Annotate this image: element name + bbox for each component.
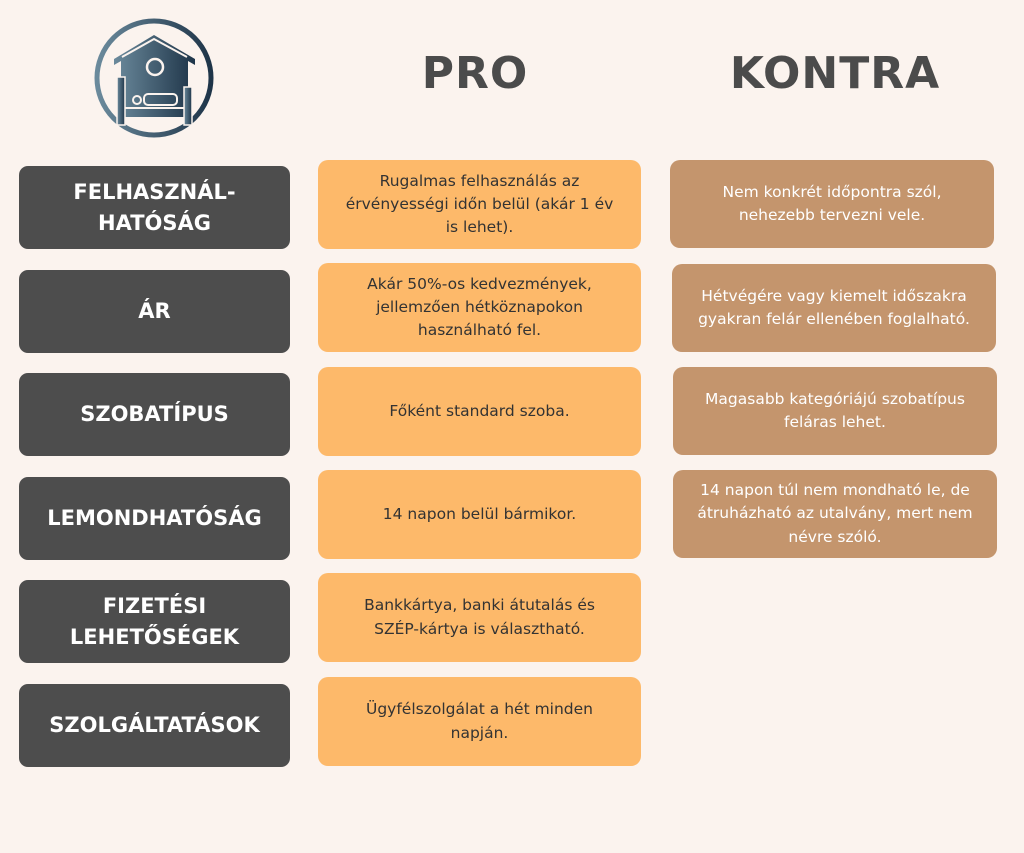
- kontra-price: Hétvégére vagy kiemelt időszakra gyakran felár ellenében foglalható.: [672, 264, 996, 352]
- kontra-header: KONTRA: [729, 48, 941, 99]
- category-usability: FELHASZNÁL- HATÓSÁG: [19, 166, 290, 249]
- category-cancellation: LEMONDHATÓSÁG: [19, 477, 290, 560]
- category-price: ÁR: [19, 270, 290, 353]
- kontra-usability: Nem konkrét időpontra szól, nehezebb tervezni vele.: [670, 160, 994, 248]
- hotel-room-icon: [92, 17, 217, 139]
- kontra-room-type: Magasabb kategóriájú szobatípus feláras lehet.: [673, 367, 997, 455]
- pro-cancellation: 14 napon belül bármikor.: [318, 470, 641, 559]
- pro-header: PRO: [421, 48, 529, 99]
- category-payment: FIZETÉSI LEHETŐSÉGEK: [19, 580, 290, 663]
- pro-payment: Bankkártya, banki átutalás és SZÉP-kártya is választható.: [318, 573, 641, 662]
- pro-services: Ügyfélszolgálat a hét minden napján.: [318, 677, 641, 766]
- kontra-cancellation: 14 napon túl nem mondható le, de átruházható az utalvány, mert nem névre szóló.: [673, 470, 997, 558]
- category-room-type: SZOBATÍPUS: [19, 373, 290, 456]
- category-services: SZOLGÁLTATÁSOK: [19, 684, 290, 767]
- pro-usability: Rugalmas felhasználás az érvényességi időn belül (akár 1 év is lehet).: [318, 160, 641, 249]
- pro-room-type: Főként standard szoba.: [318, 367, 641, 456]
- pro-price: Akár 50%-os kedvezmények, jellemzően hétköznapokon használható fel.: [318, 263, 641, 352]
